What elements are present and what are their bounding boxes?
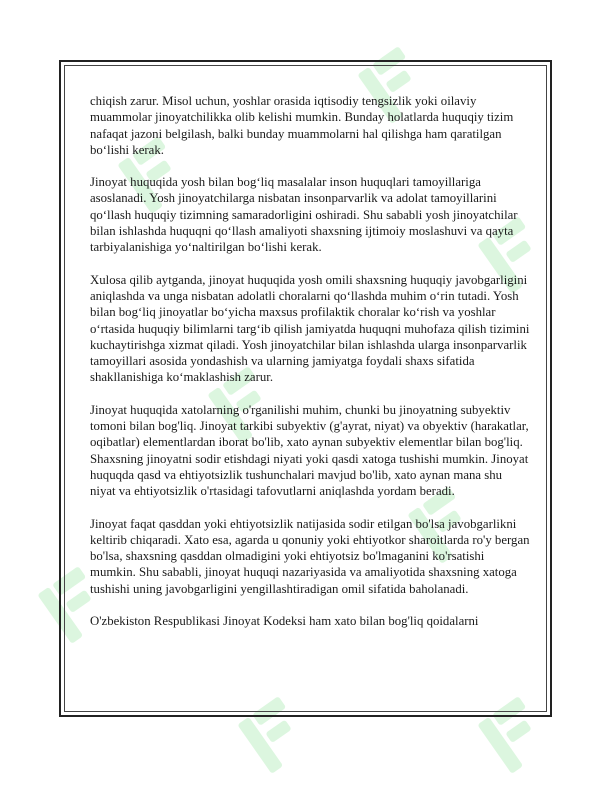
paragraph: Jinoyat huquqida xatolarning o'rganilishi muhim, chunki bu jinoyatning subyektiv tomoni bilan bog'liq. Jinoyat tarkibi subyektiv (g'ayrat, niyat) va obyektiv (harakatlar, oqibatlar) elementlardan iborat bo'lib, xato aynan subyektiv elementlar bilan bog'liq. Shaxsning jinoyatni sodir etishdagi niyati yoki qasdi xatoga tushishi mumkin. Jinoyat huquqda qasd va ehtiyotsizlik tushunchalari mavjud bo'lib, xato aynan mana shu niyat va ehtiyotsizlik o'rtasidagi tafovutlarni aniqlashda yordam beradi.: [90, 402, 529, 499]
paragraph: Xulosa qilib aytganda, jinoyat huquqida yosh omili shaxsning huquqiy javobgarligini aniqlashda va unga nisbatan adolatli choralarni qo‘llashda muhim o‘rin tutadi. Yosh bilan bog‘liq jinoyatlar bo‘yicha maxsus profilaktik choralar ko‘rish va yoshlar o‘rtasida huquqiy bilimlarni targ‘ib qilish jamiyatda huquqni muhofaza qilish tizimini kuchaytirishga xizmat qiladi. Yosh jinoyatchilar bilan ishlashda ularga insonparvarlik tamoyillari asosida yondashish va ularning jamiyatga foydali shaxs sifatida shakllanishiga ko‘maklashish zarur.: [90, 272, 530, 385]
paragraph: Jinoyat huquqida yosh bilan bog‘liq masalalar inson huquqlari tamoyillariga asoslanadi. Yosh jinoyatchilarga nisbatan insonparvarlik va adolat tamoyillarini qo‘llash huquqiy tizimning samaradorligini oshiradi. Shu sababli yosh jinoyatchilar bilan ishlashda huquqni qo‘llash amaliyoti shaxsning ijtimoiy moslashuvi va qayta tarbiyalanishiga yo‘naltirilgan bo‘lishi kerak.: [90, 175, 518, 255]
paragraph: chiqish zarur. Misol uchun, yoshlar orasida iqtisodiy tengsizlik yoki oilaviy muammolar jinoyatchilikka olib kelishi mumkin. Bunday holatlarda huquqiy tizim nafaqat jazoni belgilash, balki bunday muammolarni hal qilishga ham qaratilgan bo‘lishi kerak.: [90, 94, 514, 157]
paragraph: O'zbekiston Respublikasi Jinoyat Kodeksi ham xato bilan bog'liq qoidalarni: [90, 614, 479, 629]
paragraph: Jinoyat faqat qasddan yoki ehtiyotsizlik natijasida sodir etilgan bo'lsa javobgarlikni keltirib chiqaradi. Xato esa, agarda u qonuniy yoki ehtiyotkor sharoitlarda ro'y bergan bo'lsa, shaxsning qasddan olmadigini yoki ehtiyotsiz bo'lmaganini ko'rsatishi mumkin. Shu sababli, jinoyat huquqi nazariyasida va amaliyotida shaxsning xatoga tushishi uning javobgarligini yengillashtiradigan omil sifatida baholanadi.: [90, 516, 530, 596]
document-body: [90, 93, 530, 645]
